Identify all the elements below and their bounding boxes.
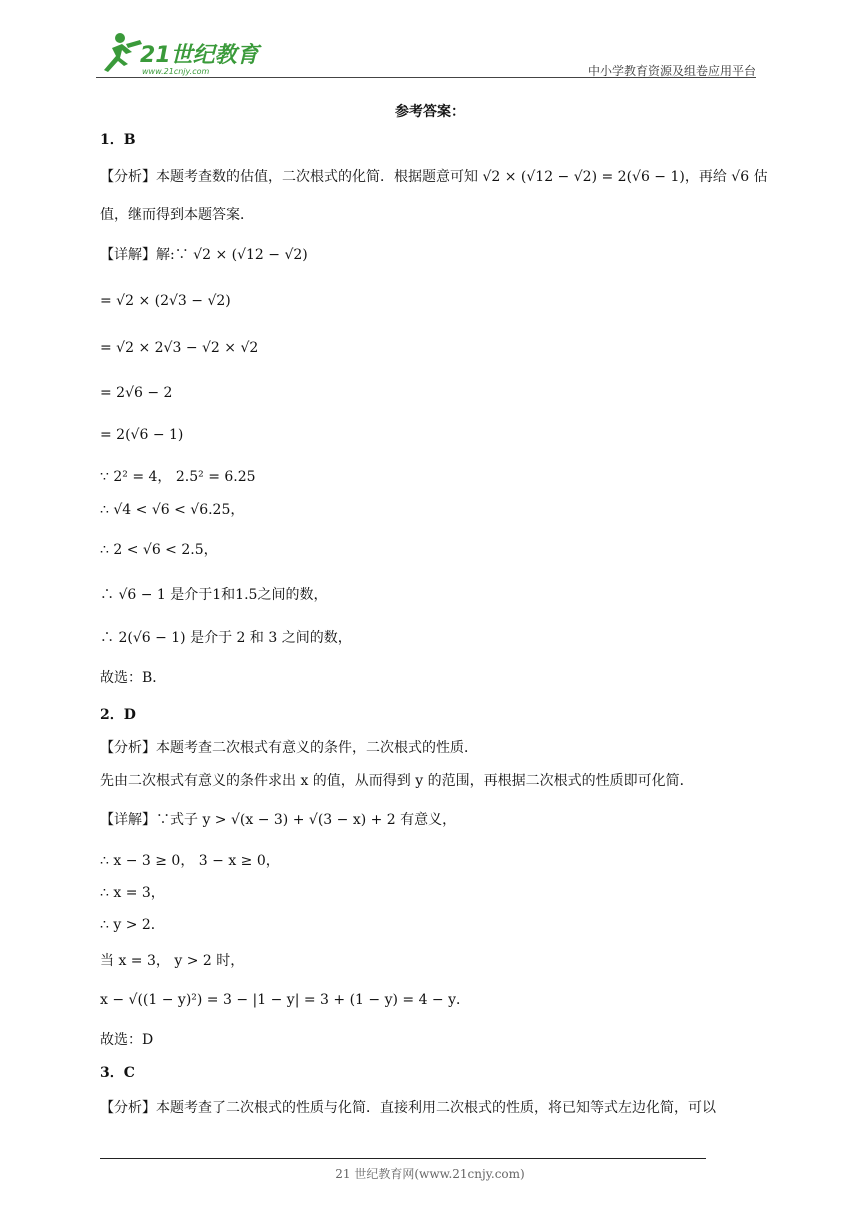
- line-step-8: ∴ √6 − 1 是介于1和1.5之间的数，: [100, 587, 328, 603]
- page-title: 参考答案：: [395, 104, 465, 120]
- answer-2: 2．D: [100, 707, 136, 723]
- page-header: [96, 30, 756, 80]
- line-step-5: ∵ 2² = 4， 2.5² = 6.25: [100, 469, 256, 485]
- page-footer: 21 世纪教育网(www.21cnjy.com): [335, 1167, 525, 1181]
- svg-text:www.21cnjy.com: www.21cnjy.com: [142, 67, 210, 76]
- line-choice-2: 故选：D: [100, 1032, 154, 1048]
- line-analysis-2: 【分析】本题考查二次根式有意义的条件，二次根式的性质．: [100, 740, 478, 756]
- line-step-2-1: ∴ x − 3 ≥ 0， 3 − x ≥ 0，: [100, 853, 280, 869]
- line-step-1: = √2 × (2√3 − √2): [100, 293, 231, 309]
- answer-3: 3．C: [100, 1065, 135, 1081]
- line-detail-2: 【详解】∵式子 y > √(x − 3) + √(3 − x) + 2 有意义，: [100, 812, 457, 828]
- line-step-7: ∴ 2 < √6 < 2.5，: [100, 542, 218, 558]
- platform-name: 中小学教育资源及组卷应用平台: [587, 64, 756, 78]
- line-step-6: ∴ √4 < √6 < √6.25，: [100, 502, 245, 518]
- svg-text:21世纪教育: 21世纪教育: [140, 43, 259, 68]
- line-step-2-5: x − √((1 − y)²) = 3 − |1 − y| = 3 + (1 − y) = 4 − y．: [100, 992, 471, 1008]
- header-divider: [96, 77, 756, 78]
- line-analysis-2b: 先由二次根式有意义的条件求出 x 的值，从而得到 y 的范围，再根据二次根式的性质即可化简．: [100, 773, 694, 789]
- line-step-2: = √2 × 2√3 − √2 × √2: [100, 340, 259, 356]
- line-step-2-4: 当 x = 3， y > 2 时，: [100, 953, 245, 969]
- line-analysis-3: 【分析】本题考查了二次根式的性质与化简．直接利用二次根式的性质，将已知等式左边化简，可以: [100, 1100, 716, 1116]
- answer-1: 1．B: [100, 132, 136, 148]
- line-analysis-1b: 值，继而得到本题答案．: [100, 207, 254, 223]
- line-step-2-3: ∴ y > 2．: [100, 917, 165, 933]
- line-step-4: = 2(√6 − 1): [100, 427, 184, 443]
- line-detail-1: 【详解】解:∵ √2 × (√12 − √2): [100, 247, 308, 263]
- line-step-3: = 2√6 − 2: [100, 385, 173, 401]
- line-step-9: ∴ 2(√6 − 1) 是介于 2 和 3 之间的数，: [100, 630, 352, 646]
- line-choice-1: 故选：B．: [100, 670, 167, 686]
- line-analysis-1: 【分析】本题考查数的估值，二次根式的化简．根据题意可知 √2 × (√12 − √2) = 2(√6 − 1)，再给 √6 估: [100, 169, 768, 185]
- site-logo: [96, 30, 266, 78]
- footer-divider: [100, 1158, 706, 1159]
- line-step-2-2: ∴ x = 3，: [100, 885, 165, 901]
